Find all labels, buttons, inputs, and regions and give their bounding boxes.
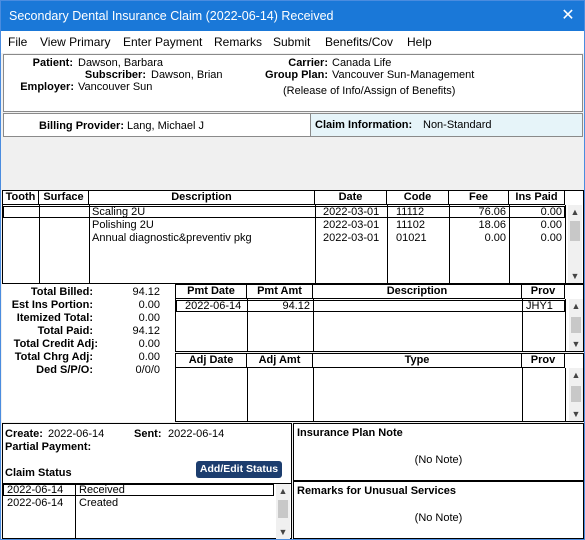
claim-info-label: Claim Information:: [315, 119, 413, 131]
title-bar: [1, 1, 584, 31]
col-adj-prov: Prov: [522, 354, 565, 368]
scroll-down-icon[interactable]: ▼: [570, 271, 580, 281]
group-plan-label: Group Plan:: [265, 69, 328, 81]
total-billed-value: 94.12: [132, 286, 160, 298]
total-chrg-adj-value: 0.00: [138, 351, 160, 363]
table-cell[interactable]: 0.00: [484, 232, 506, 244]
table-cell[interactable]: Annual diagnostic&preventiv pkg: [92, 232, 252, 244]
col-ins-paid: Ins Paid: [509, 191, 565, 205]
menu-help[interactable]: Help: [407, 35, 432, 49]
group-plan-value: Vancouver Sun-Management: [332, 69, 475, 81]
status-scrollbar[interactable]: [276, 484, 290, 539]
menu-submit[interactable]: Submit: [273, 35, 311, 49]
col-pmt-date: Pmt Date: [176, 285, 247, 299]
est-ins-portion-value: 0.00: [138, 299, 160, 311]
list-item[interactable]: Received: [79, 484, 125, 496]
table-cell[interactable]: 11112: [396, 206, 425, 218]
employer-label: Employer:: [20, 81, 74, 93]
col-adj-type: Type: [313, 354, 522, 368]
total-paid-value: 94.12: [132, 325, 160, 337]
add-edit-status-button[interactable]: Add/Edit Status: [196, 461, 282, 478]
remarks-value: (No Note): [414, 512, 463, 524]
table-cell[interactable]: 0.00: [540, 206, 562, 218]
table-cell[interactable]: 0.00: [540, 232, 562, 244]
scroll-up-icon[interactable]: ▲: [571, 301, 581, 311]
col-fee: Fee: [449, 191, 509, 205]
billing-provider-value: Lang, Michael J: [127, 120, 205, 132]
payments-scrollbar[interactable]: [569, 299, 583, 351]
list-item[interactable]: Created: [79, 497, 119, 509]
billing-provider-panel: [3, 113, 311, 137]
ded-spo-label: Ded S/P/O:: [36, 364, 93, 376]
table-cell[interactable]: 76.06: [478, 206, 506, 218]
window-title: Secondary Dental Insurance Claim (2022-06-14) Received: [9, 9, 334, 23]
table-cell[interactable]: 2022-03-01: [323, 206, 380, 218]
menu-enter-payment[interactable]: Enter Payment: [123, 35, 203, 49]
status-list: [3, 483, 292, 539]
scroll-up-icon[interactable]: ▲: [278, 486, 288, 496]
list-item[interactable]: 2022-06-14: [7, 497, 64, 509]
patient-info-panel: [3, 54, 583, 112]
ded-spo-value: 0/0/0: [135, 364, 160, 376]
table-cell[interactable]: Polishing 2U: [92, 219, 154, 231]
menu-view-primary[interactable]: View Primary: [40, 35, 111, 49]
claim-status-label: Claim Status: [5, 467, 72, 479]
total-billed-label: Total Billed:: [30, 286, 93, 298]
menu-benefits-cov[interactable]: Benefits/Cov: [325, 35, 394, 49]
partial-payment-label: Partial Payment:: [5, 441, 92, 453]
est-ins-portion-label: Est Ins Portion:: [11, 299, 93, 311]
list-item[interactable]: 2022-06-14: [7, 484, 64, 496]
insurance-plan-note-value: (No Note): [414, 454, 463, 466]
table-cell[interactable]: 2022-03-01: [323, 219, 380, 231]
itemized-total-value: 0.00: [138, 312, 160, 324]
claim-info-value: Non-Standard: [423, 119, 492, 131]
table-cell[interactable]: 01021: [396, 232, 427, 244]
table-cell[interactable]: 2022-06-14: [185, 300, 242, 312]
claim-information-panel: [310, 113, 583, 137]
col-adj-amt: Adj Amt: [247, 354, 313, 368]
scroll-down-icon[interactable]: ▼: [571, 409, 581, 419]
carrier-value: Canada Life: [332, 57, 392, 69]
total-chrg-adj-label: Total Chrg Adj:: [14, 351, 93, 363]
totals-panel: [2, 284, 175, 422]
table-cell[interactable]: 0.00: [540, 219, 562, 231]
col-pmt-description: Description: [313, 285, 522, 299]
table-cell[interactable]: 18.06: [478, 219, 506, 231]
patient-value: Dawson, Barbara: [78, 57, 163, 69]
remarks-label: Remarks for Unusual Services: [297, 485, 456, 497]
sent-label: Sent:: [134, 428, 162, 440]
col-code: Code: [387, 191, 449, 205]
payments-table: [175, 284, 584, 352]
employer-value: Vancouver Sun: [78, 81, 153, 93]
close-icon[interactable]: ✕: [561, 7, 575, 24]
table-cell[interactable]: 11102: [396, 219, 425, 231]
scroll-up-icon[interactable]: ▲: [571, 370, 581, 380]
col-tooth: Tooth: [3, 191, 39, 205]
table-cell[interactable]: JHY1: [526, 300, 553, 312]
claim-status-panel: [2, 423, 292, 539]
table-cell[interactable]: 2022-03-01: [323, 232, 380, 244]
col-surface: Surface: [39, 191, 89, 205]
subscriber-value: Dawson, Brian: [151, 69, 223, 81]
sent-value: 2022-06-14: [168, 428, 225, 440]
col-date: Date: [315, 191, 387, 205]
create-value: 2022-06-14: [48, 428, 105, 440]
scroll-down-icon[interactable]: ▼: [278, 527, 288, 537]
adjustments-table: [175, 353, 584, 422]
itemized-total-label: Itemized Total:: [16, 312, 93, 324]
menu-bar: [1, 31, 584, 53]
adjustments-scrollbar[interactable]: [569, 368, 583, 421]
col-adj-date: Adj Date: [176, 354, 247, 368]
remarks-panel: [293, 481, 584, 539]
menu-file[interactable]: File: [8, 35, 28, 49]
create-label: Create:: [5, 428, 43, 440]
patient-label: Patient:: [32, 57, 73, 69]
table-cell[interactable]: 94.12: [282, 300, 310, 312]
insurance-plan-note-label: Insurance Plan Note: [297, 427, 403, 439]
scroll-up-icon[interactable]: ▲: [570, 207, 580, 217]
table-cell[interactable]: Scaling 2U: [92, 206, 146, 218]
total-credit-adj-value: 0.00: [138, 338, 160, 350]
col-pmt-prov: Prov: [522, 285, 565, 299]
billing-provider-label: Billing Provider:: [39, 120, 124, 132]
col-pmt-amt: Pmt Amt: [247, 285, 313, 299]
procedures-table: [2, 190, 584, 284]
menu-remarks[interactable]: Remarks: [214, 35, 263, 49]
col-description: Description: [89, 191, 315, 205]
carrier-label: Carrier:: [288, 57, 328, 69]
procedures-scrollbar[interactable]: [568, 205, 582, 283]
total-paid-label: Total Paid:: [37, 325, 93, 337]
insurance-plan-note-panel: [293, 423, 584, 481]
subscriber-label: Subscriber:: [84, 69, 146, 81]
release-note: (Release of Info/Assign of Benefits): [283, 85, 456, 97]
total-credit-adj-label: Total Credit Adj:: [13, 338, 98, 350]
scroll-down-icon[interactable]: ▼: [571, 339, 581, 349]
